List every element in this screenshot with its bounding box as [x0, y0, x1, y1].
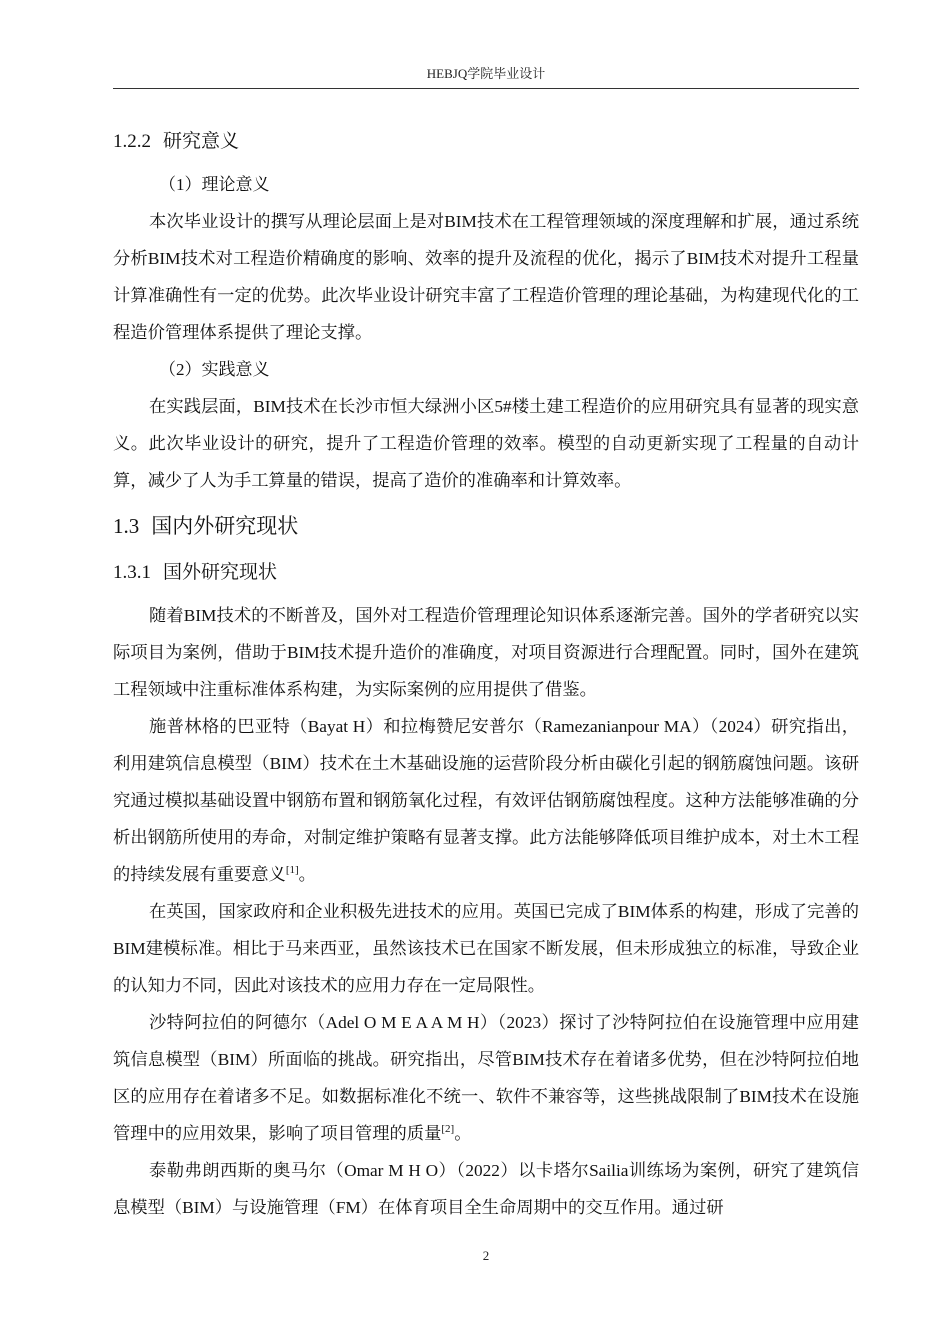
paragraph-3: 在英国，国家政府和企业积极先进技术的应用。英国已完成了BIM体系的构建，形成了完善的BIM建模标准。相比于马来西亚，虽然该技术已在国家不断发展，但未形成独立的标准，导致企业的认知力不同，因此对该技术的应用力存在一定局限性。 — [113, 902, 859, 995]
section-heading-1-2-2 — [113, 124, 859, 158]
section-number: 1.2.2 — [113, 131, 151, 152]
paragraph-4-end: 。 — [454, 1124, 472, 1143]
paragraph-5: 泰勒弗朗西斯的奥马尔（Omar M H O）（2022）以卡塔尔Sailia训练场为案例，研究了建筑信息模型（BIM）与设施管理（FM）在体育项目全生命周期中的交互作用。通过研 — [113, 1161, 859, 1217]
paragraph-1: 随着BIM技术的不断普及，国外对工程造价管理理论知识体系逐渐完善。国外的学者研究以实际项目为案例，借助于BIM技术提升造价的准确度，对项目资源进行合理配置。同时，国外在建筑工程领域中注重标准体系构建，为实际案例的应用提供了借鉴。 — [113, 606, 859, 699]
section-title: 国内外研究现状 — [151, 514, 299, 538]
paragraph-4 — [113, 1004, 859, 1152]
subheading-theory: （1）理论意义 — [159, 175, 270, 194]
section-title: 国外研究现状 — [163, 561, 278, 583]
subheading-practice: （2）实践意义 — [159, 360, 270, 379]
section-number: 1.3 — [113, 514, 140, 538]
section-number: 1.3.1 — [113, 562, 151, 583]
section-heading-1-3-1 — [113, 555, 859, 589]
paragraph-2-end: 。 — [298, 865, 316, 884]
page-header: HEBJQ学院毕业设计 — [426, 66, 546, 81]
page-content — [113, 124, 859, 1226]
header-divider — [113, 88, 859, 89]
citation-1: [1] — [285, 864, 299, 877]
section-title: 研究意义 — [163, 130, 240, 152]
page-number: 2 — [482, 1248, 490, 1263]
paragraph-practice: 在实践层面，BIM技术在长沙市恒大绿洲小区5#楼土建工程造价的应用研究具有显著的现实意义。此次毕业设计的研究，提升了工程造价管理的效率。模型的自动更新实现了工程量的自动计算，减少了人为手工算量的错误，提高了造价的准确率和计算效率。 — [113, 397, 859, 490]
paragraph-2-text: 施普林格的巴亚特（Bayat H）和拉梅赞尼安普尔（Ramezanianpour MA）（2024）研究指出，利用建筑信息模型（BIM）技术在土木基础设施的运营阶段分析由碳化引起的钢筋腐蚀问题。该研究通过模拟基础设置中钢筋布置和钢筋氧化过程，有效评估钢筋腐蚀程度。这种方法能够准确的分析出钢筋所使用的寿命，对制定维护策略有显著支撑。此方法能够降低项目维护成本，对土木工程的持续发展有重要意义 — [113, 717, 859, 884]
citation-2: [2] — [441, 1123, 455, 1136]
paragraph-4-text: 沙特阿拉伯的阿德尔（Adel O M E A A M H）（2023）探讨了沙特阿拉伯在设施管理中应用建筑信息模型（BIM）所面临的挑战。研究指出，尽管BIM技术存在着诸多优势，但在沙特阿拉伯地区的应用存在着诸多不足。如数据标准化不统一、软件不兼容等，这些挑战限制了BIM技术在设施管理中的应用效果，影响了项目管理的质量 — [113, 1013, 859, 1143]
section-heading-1-3 — [113, 505, 859, 547]
paragraph-2 — [113, 708, 859, 893]
paragraph-theory: 本次毕业设计的撰写从理论层面上是对BIM技术在工程管理领域的深度理解和扩展，通过系统分析BIM技术对工程造价精确度的影响、效率的提升及流程的优化，揭示了BIM技术对提升工程量计算准确性有一定的优势。此次毕业设计研究丰富了工程造价管理的理论基础，为构建现代化的工程造价管理体系提供了理论支撑。 — [113, 212, 859, 342]
